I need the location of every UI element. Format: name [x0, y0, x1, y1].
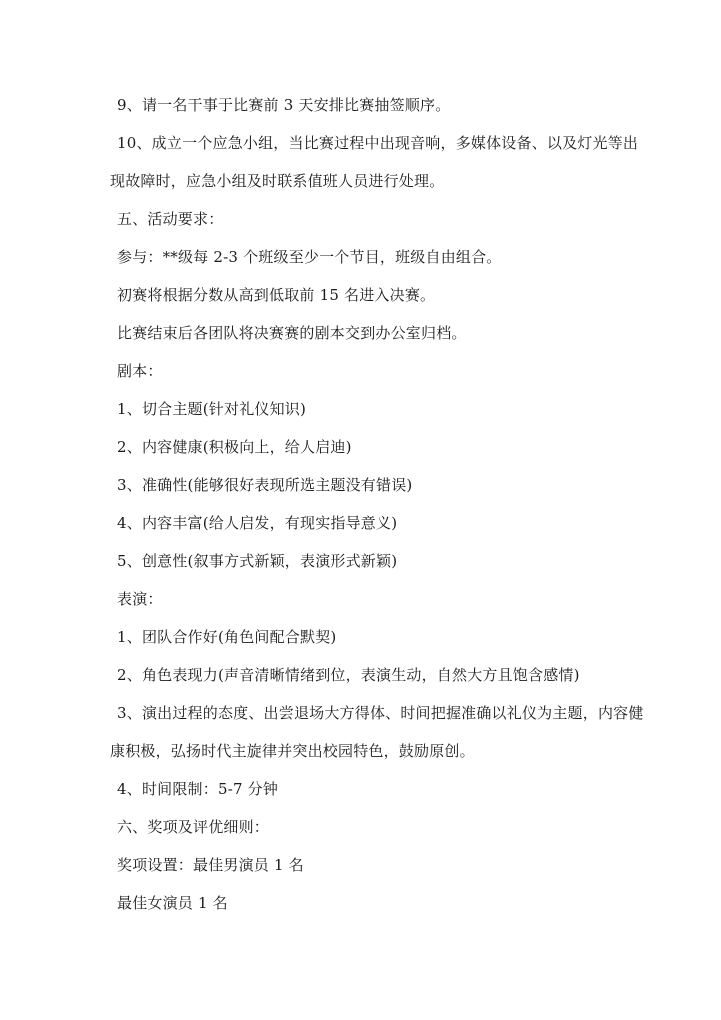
section-heading: 六、奖项及评优细则： — [117, 818, 270, 836]
paragraph-line: 比赛结束后各团队将决赛赛的剧本交到办公室归档。 — [117, 324, 467, 342]
paragraph-line: 9、请一名干事于比赛前 3 天安排比赛抽签顺序。 — [117, 96, 451, 114]
paragraph-line: 初赛将根据分数从高到低取前 15 名进入决赛。 — [117, 286, 436, 304]
list-item: 3、准确性(能够很好表现所选主题没有错误) — [117, 476, 413, 494]
paragraph-line: 奖项设置：最佳男演员 1 名 — [117, 856, 304, 874]
subsection-heading: 表演： — [117, 590, 163, 608]
paragraph-line: 10、成立一个应急小组，当比赛过程中出现音响，多媒体设备、以及灯光等出 — [117, 134, 639, 152]
list-item: 1、团队合作好(角色间配合默契) — [117, 628, 337, 646]
list-item: 4、内容丰富(给人启发，有现实指导意义) — [117, 514, 398, 532]
paragraph-line: 参与：**级每 2-3 个班级至少一个节目，班级自由组合。 — [117, 248, 502, 266]
list-item: 2、角色表现力(声音清晰情绪到位，表演生动，自然大方且饱含感情) — [117, 666, 580, 684]
paragraph-line: 现故障时，应急小组及时联系值班人员进行处理。 — [110, 172, 445, 190]
list-item: 2、内容健康(积极向上，给人启迪) — [117, 438, 352, 456]
paragraph-line: 最佳女演员 1 名 — [117, 894, 228, 912]
section-heading: 五、活动要求： — [117, 210, 224, 228]
list-item: 1、切合主题(针对礼仪知识) — [117, 400, 307, 418]
list-item: 4、时间限制：5-7 分钟 — [117, 780, 279, 798]
subsection-heading: 剧本： — [117, 362, 163, 380]
list-item: 5、创意性(叙事方式新颖，表演形式新颖) — [117, 552, 398, 570]
paragraph-line: 康积极，弘扬时代主旋律并突出校园特色，鼓励原创。 — [110, 742, 475, 760]
list-item: 3、演出过程的态度、出尝退场大方得体、时间把握准确以礼仪为主题，内容健 — [117, 704, 644, 722]
